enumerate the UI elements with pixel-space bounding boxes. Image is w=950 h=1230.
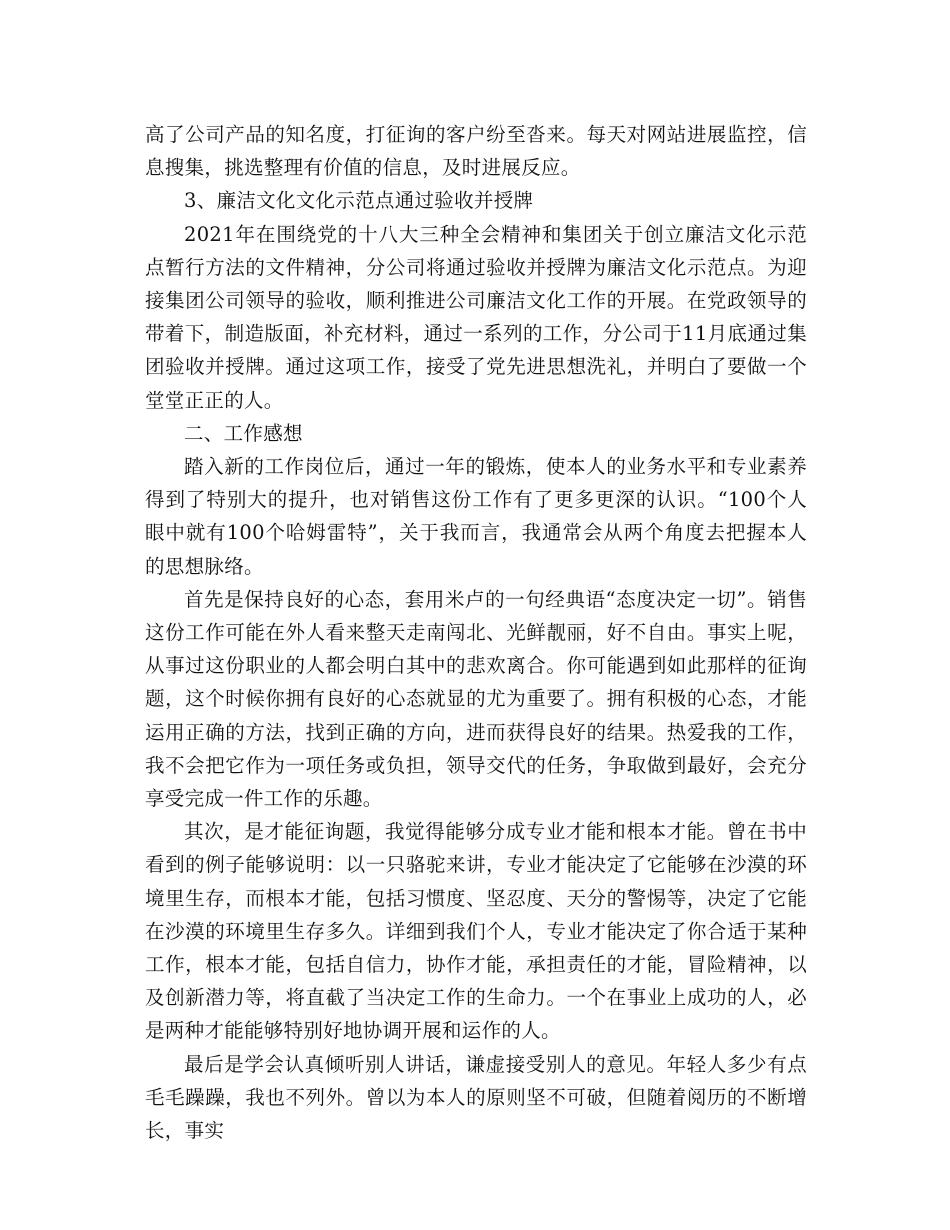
- paragraph-new-position: 踏入新的工作岗位后，通过一年的锻炼，使本人的业务水平和专业素养得到了特别大的提升，也对销售这份工作有了更多更深的认识。“100个人眼中就有100个哈姆雷特”，关于我而言，我通常会从两个角度去把握本人的思想脉络。: [145, 455, 807, 578]
- section-heading-clean-culture: 3、廉洁文化文化示范点通过验收并授牌: [184, 189, 534, 213]
- paragraph-abilities: 其次，是才能征询题，我觉得能够分成专业才能和根本才能。曾在书中看到的例子能够说明：以一只骆驼来讲，专业才能决定了它能够在沙漠的环境里生存，而根本才能，包括习惯度、坚忍度、天分的警惕等，决定了它能在沙漠的环境里生存多久。详细到我们个人，专业才能决定了你合适于某种工作，根本才能，包括自信力，协作才能，承担责任的才能，冒险精神，以及创新潜力等，将直截了当决定工作的生命力。一个在事业上成功的人，必是两种才能能够特别好地协调开展和运作的人。: [145, 820, 807, 1043]
- paragraph-listening: 最后是学会认真倾听别人讲话，谦虚接受别人的意见。年轻人多少有点毛毛躁躁，我也不列外。曾以为本人的原则坚不可破，但随着阅历的不断增长，事实: [145, 1052, 807, 1143]
- paragraph-clean-culture: 2021年在围绕党的十八大三种全会精神和集团关于创立廉洁文化示范点暂行方法的文件精神，分公司将通过验收并授牌为廉洁文化示范点。为迎接集团公司领导的验收，顺利推进公司廉洁文化工作的开展。在党政领导的带着下，制造版面，补充材料，通过一系列的工作，分公司于11月底通过集团验收并授牌。通过这项工作，接受了党先进思想洗礼，并明白了要做一个堂堂正正的人。: [145, 222, 807, 412]
- paragraph-good-attitude: 首先是保持良好的心态，套用米卢的一句经典语“态度决定一切”。销售这份工作可能在外人看来整天走南闯北、光鲜靓丽，好不自由。事实上呢，从事过这份职业的人都会明白其中的悲欢离合。你可能遇到如此那样的征询题，这个时候你拥有良好的心态就显的尤为重要了。拥有积极的心态，才能运用正确的方法，找到正确的方向，进而获得良好的结果。热爱我的工作，我不会把它作为一项任务或负担，领导交代的任务，争取做到最好，会充分享受完成一件工作的乐趣。: [145, 587, 807, 811]
- document-body: [145, 118, 807, 1147]
- section-heading-work-reflections: 二、工作感想: [184, 421, 303, 445]
- paragraph-continuation: 高了公司产品的知名度，打征询的客户纷至沓来。每天对网站进展监控，信息搜集，挑选整理有价值的信息，及时进展反应。: [145, 123, 807, 180]
